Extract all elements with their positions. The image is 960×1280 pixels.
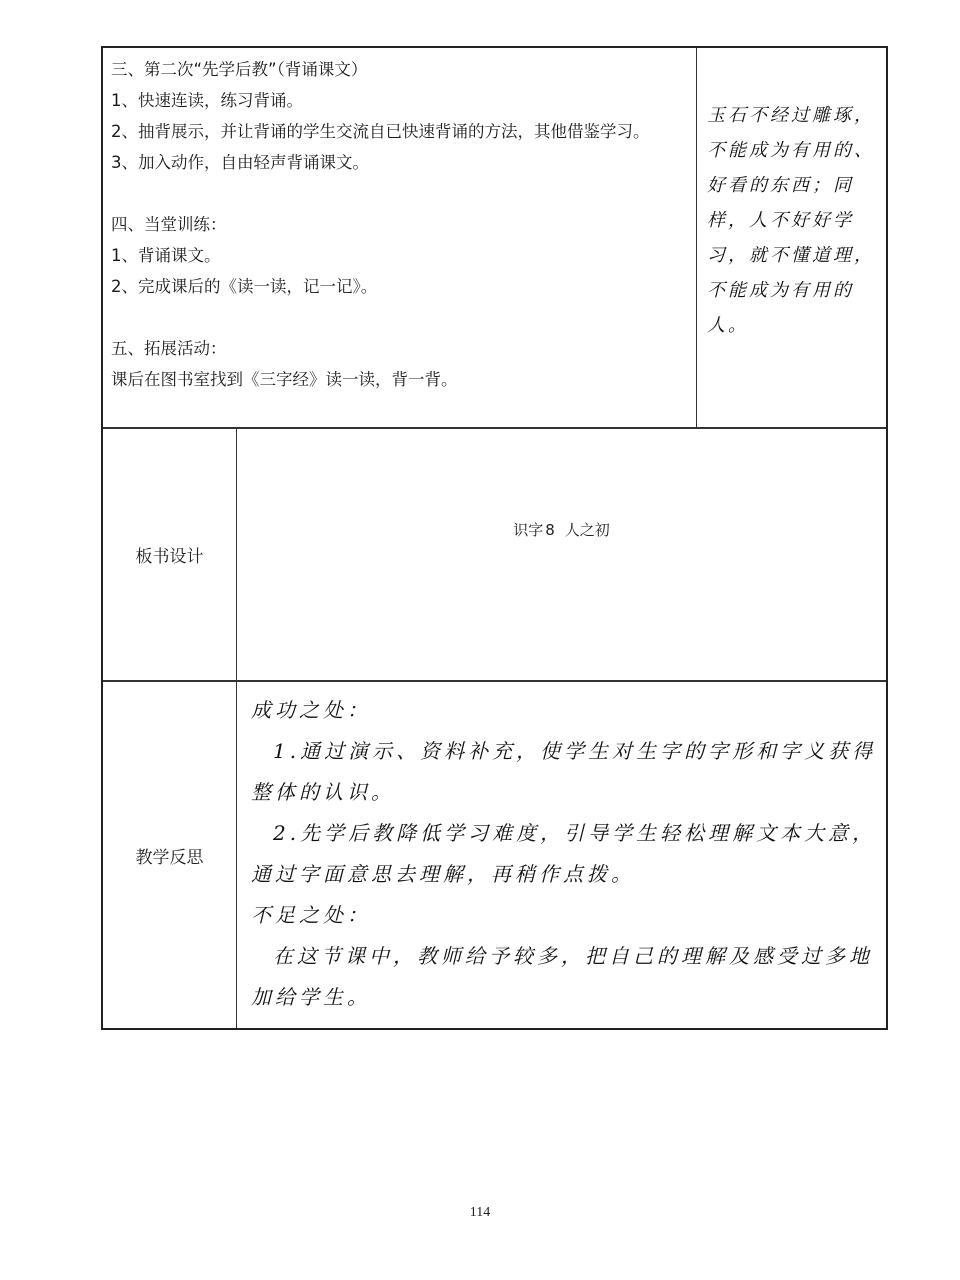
handwritten-margin-note [697, 48, 886, 427]
teaching-process-cell [103, 48, 697, 427]
section4-item-2: 2、完成课后的《读一读，记一记》。 [111, 277, 378, 296]
section5-item-1: 课后在图书室找到《三字经》读一读，背一背。 [111, 370, 458, 389]
reflection-row [103, 682, 886, 1028]
reflection-label-text: 教学反思 [135, 847, 204, 868]
teaching-process-row [103, 48, 886, 429]
section4-item-1: 1、背诵课文。 [111, 246, 221, 265]
shortcoming-heading: 不足之处： [251, 903, 371, 927]
reflection-content [237, 682, 886, 1028]
board-design-label [103, 429, 237, 680]
section5-heading: 五、拓展活动： [111, 339, 227, 358]
section3-item-3: 3、加入动作，自由轻声背诵课文。 [111, 153, 369, 172]
board-title-number: 8 [545, 521, 555, 539]
lesson-plan-table [101, 46, 888, 1030]
section3-item-2: 2、抽背展示，并让背诵的学生交流自已快速背诵的方法，其他借鉴学习。 [111, 122, 650, 141]
board-title-prefix: 识字 [513, 521, 544, 539]
margin-note-text: 玉石不经过雕琢，不能成为有用的、好看的东西；同样，人不好好学习，就不懂道理，不能成为有用的人。 [707, 105, 875, 336]
success-item-1: 1.通过演示、资料补充，使学生对生字的字形和字义获得整体的认识。 [251, 739, 877, 804]
board-design-row [103, 429, 886, 682]
success-heading: 成功之处： [251, 698, 371, 722]
section3-item-1: 1、快速连读，练习背诵。 [111, 91, 303, 110]
section3-heading: 三、第二次“先学后教”（背诵课文） [111, 60, 368, 79]
handwritten-reflection [237, 682, 886, 1018]
board-title-name: 人之初 [564, 521, 610, 539]
shortcoming-item-1: 在这节课中，教师给予较多，把自己的理解及感受过多地加给学生。 [251, 944, 873, 1009]
board-design-label-text: 板书设计 [135, 547, 204, 567]
page-number: 114 [469, 1205, 491, 1220]
spacer [111, 302, 688, 333]
board-design-content [237, 429, 886, 680]
spacer [111, 178, 688, 209]
board-title [237, 519, 886, 540]
section4-heading: 四、当堂训练： [111, 215, 227, 234]
success-item-2: 2.先学后教降低学习难度，引导学生轻松理解文本大意，通过字面意思去理解，再稍作点拨。 [251, 821, 877, 886]
reflection-label [103, 682, 237, 1028]
